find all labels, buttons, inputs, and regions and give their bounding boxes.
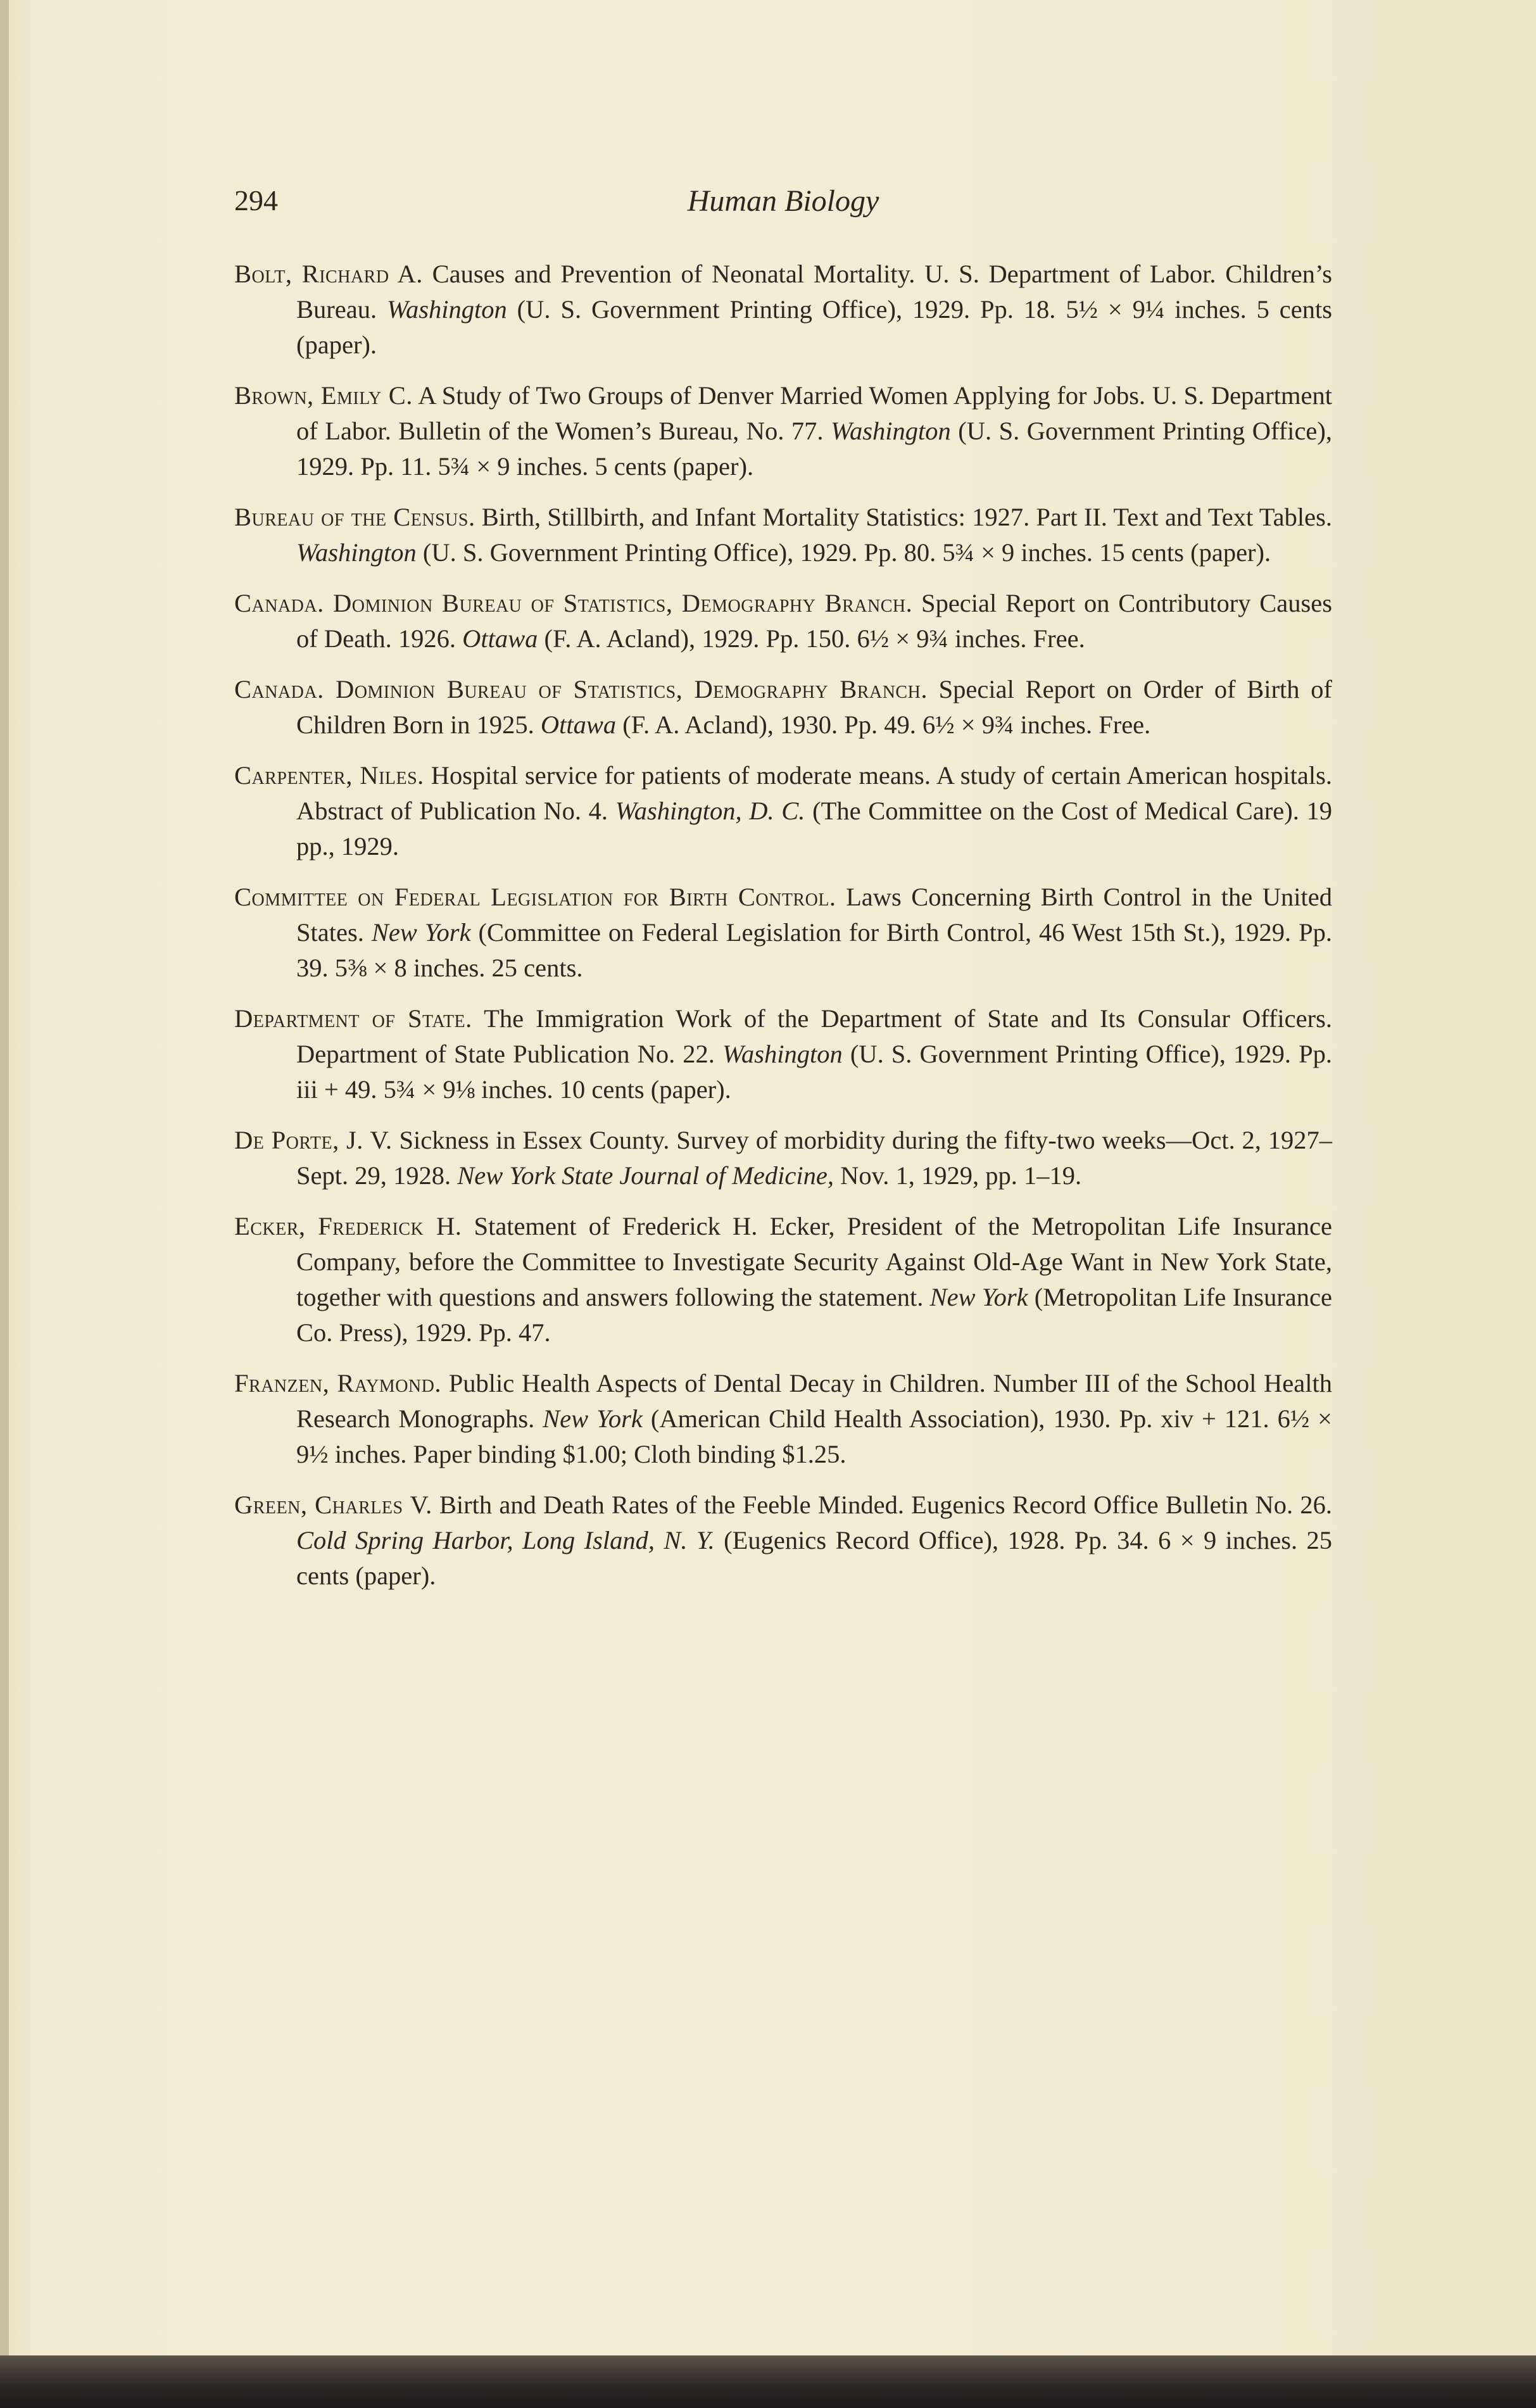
bibliography-entry <box>234 500 1332 570</box>
entry-details: (American Child Health Association), 1930. Pp. xiv + 121. 6½ × 9½ inches. Paper binding $1.00; Cloth binding $1.25. <box>296 1404 1333 1468</box>
entry-text: Birth, Stillbirth, and Infant Mortality Statistics: 1927. Part II. Text and Text Tables. <box>475 503 1332 531</box>
entry-author: Brown, Emily C. <box>234 381 413 410</box>
bibliography-entry <box>234 758 1332 864</box>
entry-place: New York <box>929 1283 1028 1311</box>
bibliography-entry <box>234 1366 1332 1472</box>
bibliography-entry <box>234 378 1332 484</box>
entry-text: Laws Concerning Birth Control in the United States. <box>296 883 1332 947</box>
entry-text: Statement of Frederick H. Ecker, President of the Metropolitan Life Insurance Company, before the Committee to Investigate Security Against Old-Age Want in New York State, together with questions and answers following the statement. <box>296 1212 1332 1311</box>
running-title: Human Biology <box>687 184 879 218</box>
entry-author: Department of State. <box>234 1004 472 1033</box>
entry-place: Ottawa <box>540 710 617 739</box>
bibliography-entry <box>234 672 1332 743</box>
bibliography-entry <box>234 1209 1332 1351</box>
entry-place: Ottawa <box>462 624 538 653</box>
entry-details: (U. S. Government Printing Office), 1929. Pp. iii + 49. 5¾ × 9⅛ inches. 10 cents (paper). <box>296 1040 1332 1104</box>
entry-details: (F. A. Acland), 1929. Pp. 150. 6½ × 9¾ inches. Free. <box>538 624 1085 653</box>
entry-details: Nov. 1, 1929, pp. 1–19. <box>833 1161 1082 1190</box>
entry-text: Sickness in Essex County. Survey of morbidity during the fifty-two weeks—Oct. 2, 1927–Sept. 29, 1928. <box>296 1126 1332 1190</box>
entry-details: (U. S. Government Printing Office), 1929. Pp. 11. 5¾ × 9 inches. 5 cents (paper). <box>296 417 1333 481</box>
bibliography-list <box>234 256 1332 1609</box>
bibliography-entry <box>234 1001 1332 1107</box>
entry-text: A Study of Two Groups of Denver Married Women Applying for Jobs. U. S. Department of Labor. Bulletin of the Women’s Bureau, No. 77. <box>296 381 1332 445</box>
entry-author: Canada. Dominion Bureau of Statistics, Demography Branch. <box>234 589 913 617</box>
bibliography-entry <box>234 256 1332 363</box>
entry-author: Ecker, Frederick H. <box>234 1212 462 1240</box>
entry-place: Washington <box>386 295 507 324</box>
entry-place: New York State Journal of Medicine, <box>457 1161 834 1190</box>
bibliography-entry <box>234 879 1332 986</box>
entry-text: The Immigration Work of the Department of State and Its Consular Officers. Department of State Publication No. 22. <box>296 1004 1332 1068</box>
entry-details: (Committee on Federal Legislation for Birth Control, 46 West 15th St.), 1929. Pp. 39. 5⅜ × 8 inches. 25 cents. <box>296 918 1332 982</box>
entry-place: Cold Spring Harbor, Long Island, N. Y. <box>296 1526 715 1554</box>
entry-details: (U. S. Government Printing Office), 1929. Pp. 18. 5½ × 9¼ inches. 5 cents (paper). <box>296 295 1332 359</box>
entry-place: New York <box>371 918 471 947</box>
entry-details: (F. A. Acland), 1930. Pp. 49. 6½ × 9¾ inches. Free. <box>616 710 1151 739</box>
entry-place: Washington, D. C. <box>615 797 805 825</box>
entry-text: Public Health Aspects of Dental Decay in Children. Number III of the School Health Research Monographs. <box>296 1369 1333 1433</box>
entry-text: Hospital service for patients of moderate means. A study of certain American hospitals. Abstract of Publication No. 4. <box>296 761 1332 825</box>
entry-author: Committee on Federal Legislation for Birth Control. <box>234 883 836 911</box>
entry-text: Special Report on Order of Birth of Children Born in 1925. <box>296 675 1332 739</box>
entry-details: (Metropolitan Life Insurance Co. Press), 1929. Pp. 47. <box>296 1283 1332 1347</box>
bibliography-entry <box>234 1123 1332 1194</box>
page-number: 294 <box>234 184 278 217</box>
page-header <box>234 184 1332 222</box>
entry-author: Green, Charles V. <box>234 1491 432 1519</box>
scan-bottom-edge <box>0 2355 1536 2408</box>
entry-details: (U. S. Government Printing Office), 1929. Pp. 80. 5¾ × 9 inches. 15 cents (paper). <box>416 538 1271 567</box>
entry-author: Bolt, Richard A. <box>234 260 423 288</box>
entry-text: Birth and Death Rates of the Feeble Minded. Eugenics Record Office Bulletin No. 26. <box>432 1491 1332 1519</box>
entry-place: Washington <box>831 417 951 445</box>
entry-text: Causes and Prevention of Neonatal Mortality. U. S. Department of Labor. Children’s Bureau. <box>296 260 1332 324</box>
entry-author: De Porte, J. V. <box>234 1126 393 1154</box>
entry-author: Franzen, Raymond. <box>234 1369 441 1397</box>
entry-author: Carpenter, Niles. <box>234 761 424 790</box>
entry-author: Canada. Dominion Bureau of Statistics, Demography Branch. <box>234 675 928 703</box>
entry-details: (Eugenics Record Office), 1928. Pp. 34. 6 × 9 inches. 25 cents (paper). <box>296 1526 1332 1590</box>
bibliography-entry <box>234 1487 1332 1594</box>
page-edge <box>0 0 9 2408</box>
bibliography-entry <box>234 586 1332 657</box>
entry-place: New York <box>543 1404 643 1433</box>
entry-author: Bureau of the Census. <box>234 503 475 531</box>
entry-place: Washington <box>722 1040 843 1068</box>
entry-place: Washington <box>296 538 417 567</box>
entry-text: Special Report on Contributory Causes of Death. 1926. <box>296 589 1332 653</box>
entry-details: (The Committee on the Cost of Medical Care). 19 pp., 1929. <box>296 797 1333 860</box>
